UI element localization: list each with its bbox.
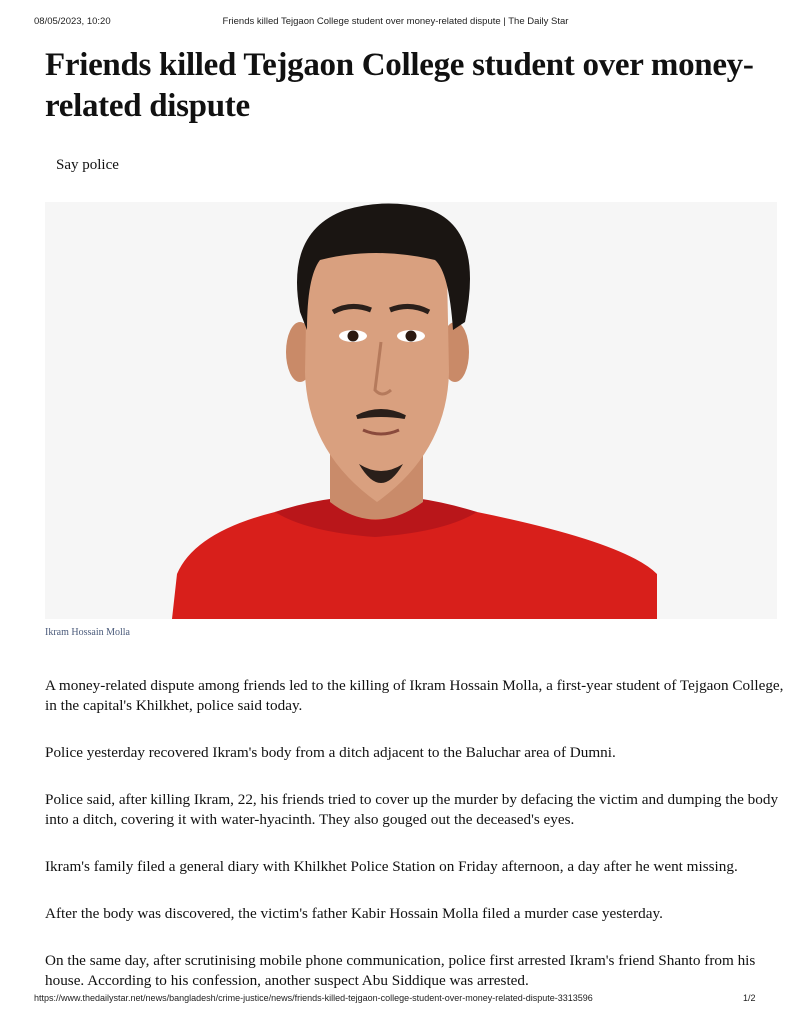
article-paragraph: After the body was discovered, the victim's father Kabir Hossain Molla filed a murder case yesterday. [45, 905, 663, 922]
print-url: https://www.thedailystar.net/news/bangladesh/crime-justice/news/friends-killed-tejgaon-college-student-over-money-related-dispute-3313596 [34, 993, 593, 1003]
print-page-title: Friends killed Tejgaon College student over money-related dispute | The Daily Star [222, 16, 569, 27]
article-paragraph: Police said, after killing Ikram, 22, his friends tried to cover up the murder by defacing the victim and dumping the body into a ditch, covering it with water-hyacinth. They also gouged out the deceased's eyes. [45, 791, 779, 828]
photo-caption: Ikram Hossain Molla [45, 627, 130, 638]
article-headline: Friends killed Tejgaon College student over money-related dispute [45, 47, 754, 124]
article-paragraph: A money-related dispute among friends led to the killing of Ikram Hossain Molla, a first-year student of Tejgaon College, in the capital's Khilkhet, police said today. [45, 677, 784, 714]
article-paragraph: On the same day, after scrutinising mobile phone communication, police first arrested Ikram's friend Shanto from his house. According to his confession, another suspect Abu Siddique was arrested. [45, 952, 756, 989]
article-photo [45, 202, 777, 619]
portrait-illustration [45, 202, 777, 619]
print-date: 08/05/2023, 10:20 [34, 16, 111, 27]
article-paragraph: Ikram's family filed a general diary with Khilkhet Police Station on Friday afternoon, a day after he went missing. [45, 858, 738, 875]
print-header [0, 16, 791, 30]
article-subhead: Say police [56, 157, 119, 173]
page-number: 1/2 [743, 993, 756, 1003]
article-body [45, 676, 790, 1018]
print-footer [0, 993, 791, 1007]
article-paragraph: Police yesterday recovered Ikram's body from a ditch adjacent to the Baluchar area of Dumni. [45, 744, 616, 761]
